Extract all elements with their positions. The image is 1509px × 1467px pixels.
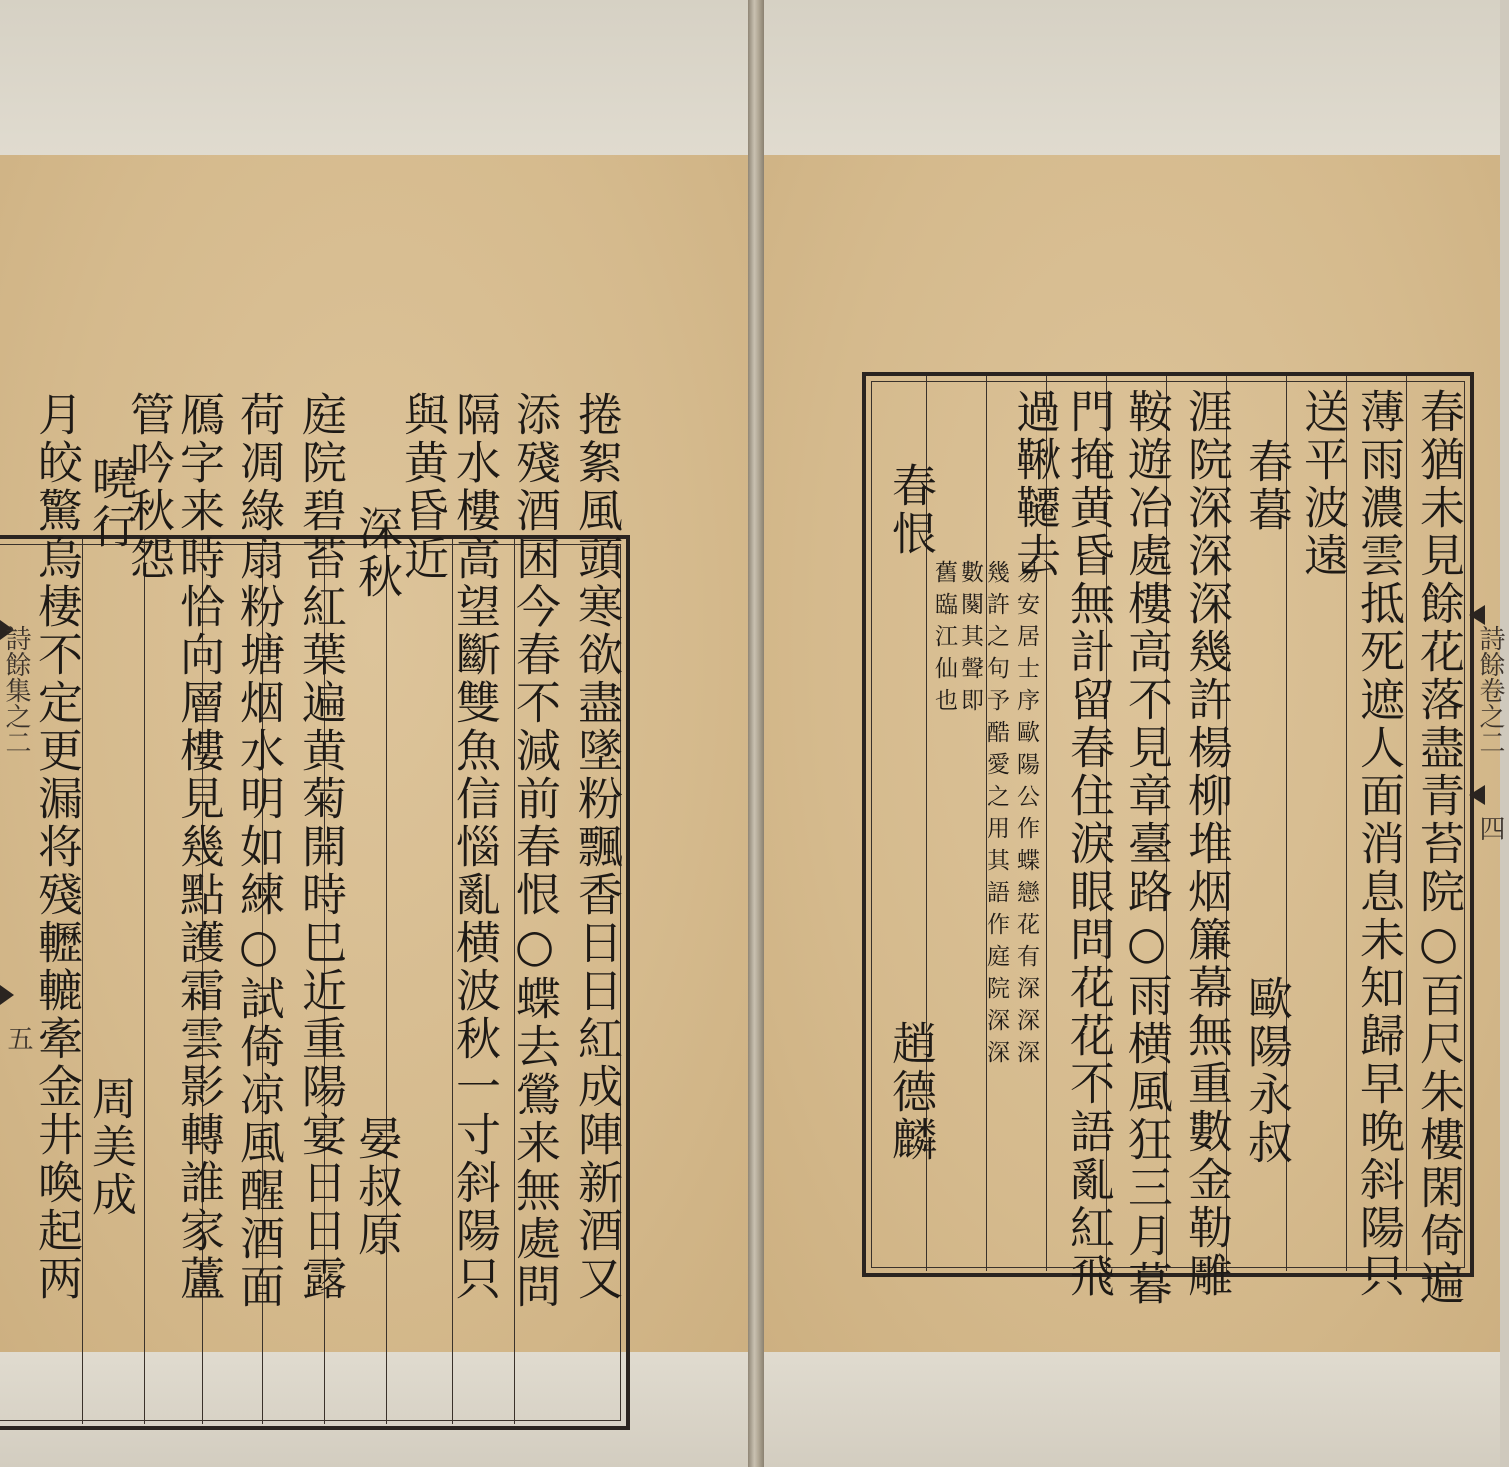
annotation-column: 舊臨江仙也 xyxy=(931,560,957,720)
book-gutter xyxy=(748,0,764,1467)
page-center-label: 詩餘集之二 xyxy=(1,625,31,755)
text-column: 薄雨濃雲抵死遮人面消息未知歸早晚斜陽只 xyxy=(1352,388,1405,1300)
poem-title: 曉行 xyxy=(84,455,137,551)
annotation-column: 易安居士序歐陽公作蝶戀花有深深深 xyxy=(1013,560,1039,1072)
column-rule xyxy=(386,539,387,1424)
text-column: 鞍遊冶處樓高不見章臺路○雨横風狂三月暮 xyxy=(1120,388,1173,1308)
annotation-column: 幾許之句予酷愛之用其語作庭院深深 xyxy=(983,560,1009,1072)
annotation-column: 數闋其聲即 xyxy=(957,560,983,720)
poem-author: 周美成 xyxy=(84,1075,137,1219)
poem-title: 春恨 xyxy=(884,462,937,558)
text-column: 門掩黄昏無計留春住淚眼問花花不語亂紅飛 xyxy=(1062,388,1115,1300)
page-center-label: 詩餘卷之二 xyxy=(1475,625,1505,755)
text-column: 添殘酒困今春不減前春恨○蝶去鶯来無處問 xyxy=(508,391,561,1311)
text-column: 捲絮風頭寒欲盡墜粉飄香日日紅成陣新酒又 xyxy=(570,391,623,1303)
text-column: 管吟秋怨 xyxy=(122,391,175,583)
folio-number: 五 xyxy=(3,1025,33,1051)
fish-tail-mark xyxy=(0,985,14,1005)
text-column: 與黄昏近 xyxy=(396,391,449,583)
column-rule xyxy=(144,539,145,1424)
poem-title: 深秋 xyxy=(350,505,403,601)
folio-number: 四 xyxy=(1475,815,1505,841)
poem-author: 趙德麟 xyxy=(884,1020,937,1164)
poem-author: 晏叔原 xyxy=(350,1115,403,1259)
poem-title: 春暮 xyxy=(1240,438,1293,534)
text-column: 春猶未見餘花落盡青苔院○百尺朱樓閑倚遍 xyxy=(1412,388,1465,1308)
left-page xyxy=(0,155,748,1352)
text-column: 月皎驚烏棲不定更漏将殘轣轆牽金井喚起两 xyxy=(30,391,83,1303)
text-column: 庭院碧苔紅葉遍黄菊開時巳近重陽宴日日露 xyxy=(294,391,347,1303)
poem-author: 歐陽永叔 xyxy=(1240,975,1293,1167)
text-column: 荷凋綠扇粉塘烟水明如練○試倚凉風醒酒面 xyxy=(232,391,285,1311)
text-column: 涯院深深深幾許楊柳堆烟簾幕無重數金勒雕 xyxy=(1180,388,1233,1300)
text-column: 過鞦韆去 xyxy=(1008,388,1061,580)
text-column: 隔水樓高望斷雙魚信惱亂横波秋一寸斜陽只 xyxy=(448,391,501,1303)
text-column: 送平波遠 xyxy=(1296,388,1349,580)
text-column: 鴈字来時恰向層樓見幾點護霜雲影轉誰家蘆 xyxy=(172,391,225,1303)
